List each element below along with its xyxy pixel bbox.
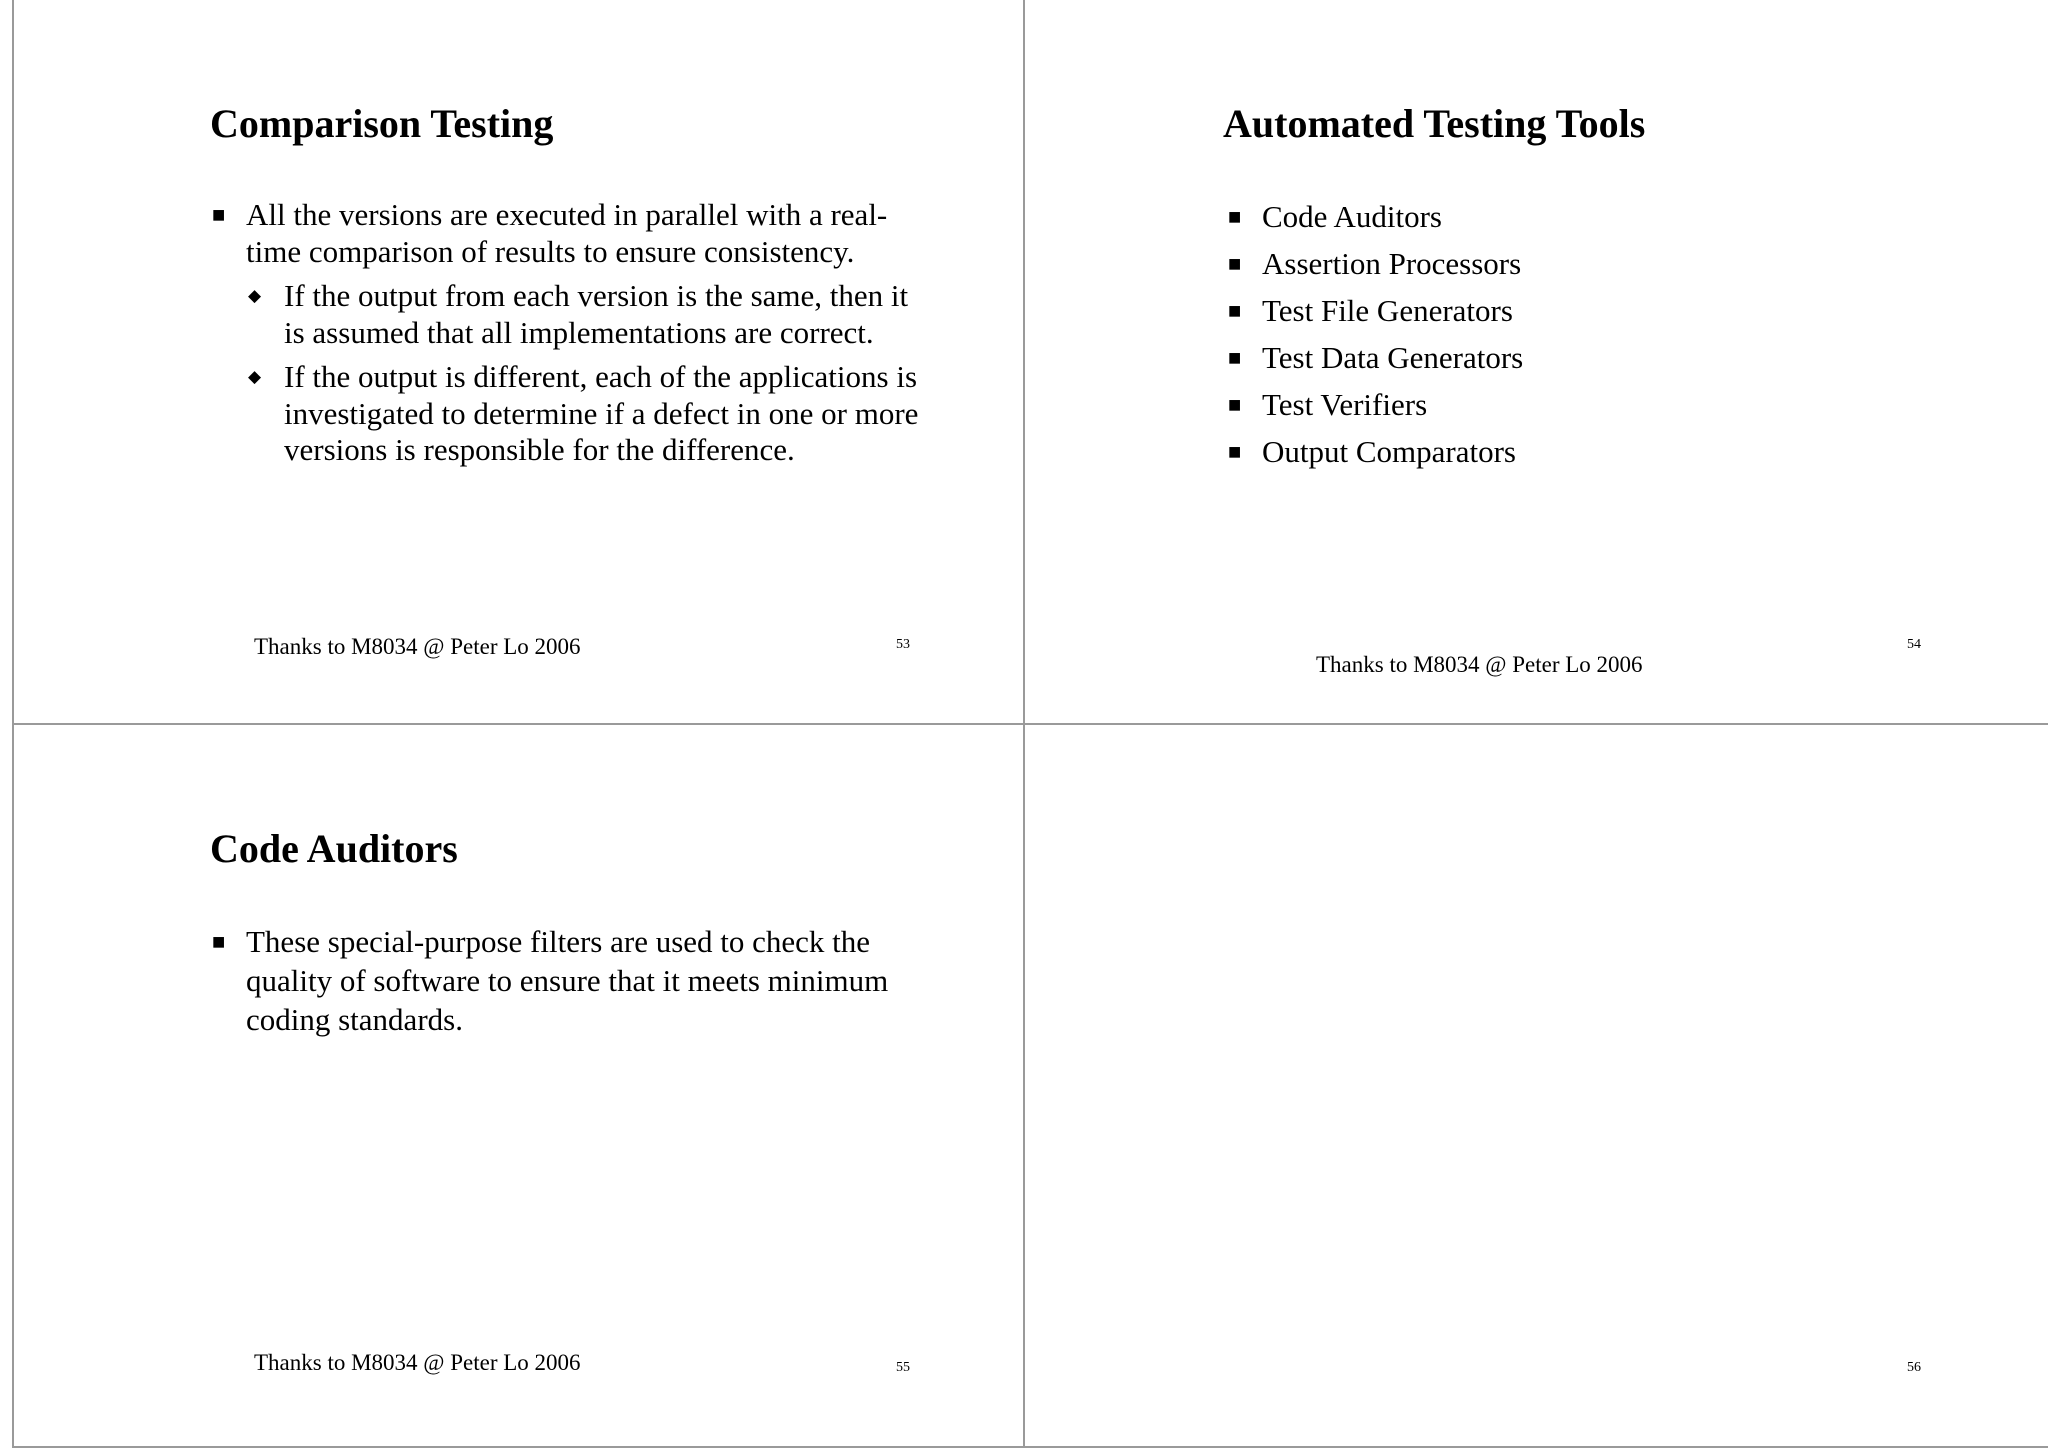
bullet-list — [212, 197, 922, 469]
slide-title: Code Auditors — [210, 826, 458, 871]
black-square-icon: ■ — [1228, 392, 1242, 417]
slide-55 — [14, 725, 1024, 1445]
bullet-item — [1228, 434, 1968, 471]
slide-53 — [14, 0, 1024, 720]
bullet-text: Test Verifiers — [1262, 387, 1428, 422]
bullet-text: Test Data Generators — [1262, 340, 1524, 375]
page-number: 53 — [896, 637, 910, 652]
black-square-icon: ■ — [1228, 298, 1242, 323]
bullet-text: Test File Generators — [1262, 293, 1513, 328]
slide-54 — [1025, 0, 2035, 720]
bullet-item — [1228, 246, 1968, 283]
black-square-icon: ■ — [1228, 251, 1242, 276]
bullet-text: Code Auditors — [1262, 199, 1442, 234]
black-square-icon: ■ — [1228, 439, 1242, 464]
black-diamond-icon: ◆ — [248, 286, 262, 305]
bullet-list — [212, 922, 932, 1039]
page-number: 55 — [896, 1360, 910, 1375]
slide-footer: Thanks to M8034 @ Peter Lo 2006 — [1316, 652, 1643, 677]
bullet-item — [1228, 293, 1968, 330]
bullet-item — [1228, 340, 1968, 377]
sub-bullet-item — [248, 359, 922, 469]
black-square-icon: ■ — [212, 929, 226, 954]
slide-footer: Thanks to M8034 @ Peter Lo 2006 — [254, 634, 581, 659]
bullet-item — [212, 197, 922, 469]
slide-56 — [1025, 725, 2035, 1445]
black-square-icon: ■ — [1228, 204, 1242, 229]
sub-bullet-item — [248, 278, 922, 351]
bullet-item — [212, 922, 932, 1039]
bullet-text: Output Comparators — [1262, 434, 1516, 469]
bullet-text: These special-purpose filters are used to check the quality of software to ensure that it meets minimum coding standards. — [246, 924, 889, 1037]
slide-title: Automated Testing Tools — [1223, 101, 1646, 146]
page-number: 54 — [1907, 637, 1921, 652]
bullet-item — [1228, 199, 1968, 236]
black-square-icon: ■ — [212, 202, 226, 227]
bullet-text: Assertion Processors — [1262, 246, 1522, 281]
black-square-icon: ■ — [1228, 345, 1242, 370]
slide-title: Comparison Testing — [210, 101, 554, 146]
slide-footer: Thanks to M8034 @ Peter Lo 2006 — [254, 1350, 581, 1375]
black-diamond-icon: ◆ — [248, 367, 262, 386]
page-number: 56 — [1907, 1360, 1921, 1375]
sub-bullet-text: If the output is different, each of the applications is investigated to determine if a defect in one or more versions is responsible for the difference. — [284, 359, 919, 467]
sub-bullet-list — [246, 278, 922, 469]
bullet-item — [1228, 387, 1968, 424]
bullet-list — [1228, 199, 1968, 481]
sub-bullet-text: If the output from each version is the same, then it is assumed that all implementations are correct. — [284, 278, 909, 350]
bullet-text: All the versions are executed in parallel with a real-time comparison of results to ensure consistency. — [246, 197, 888, 269]
